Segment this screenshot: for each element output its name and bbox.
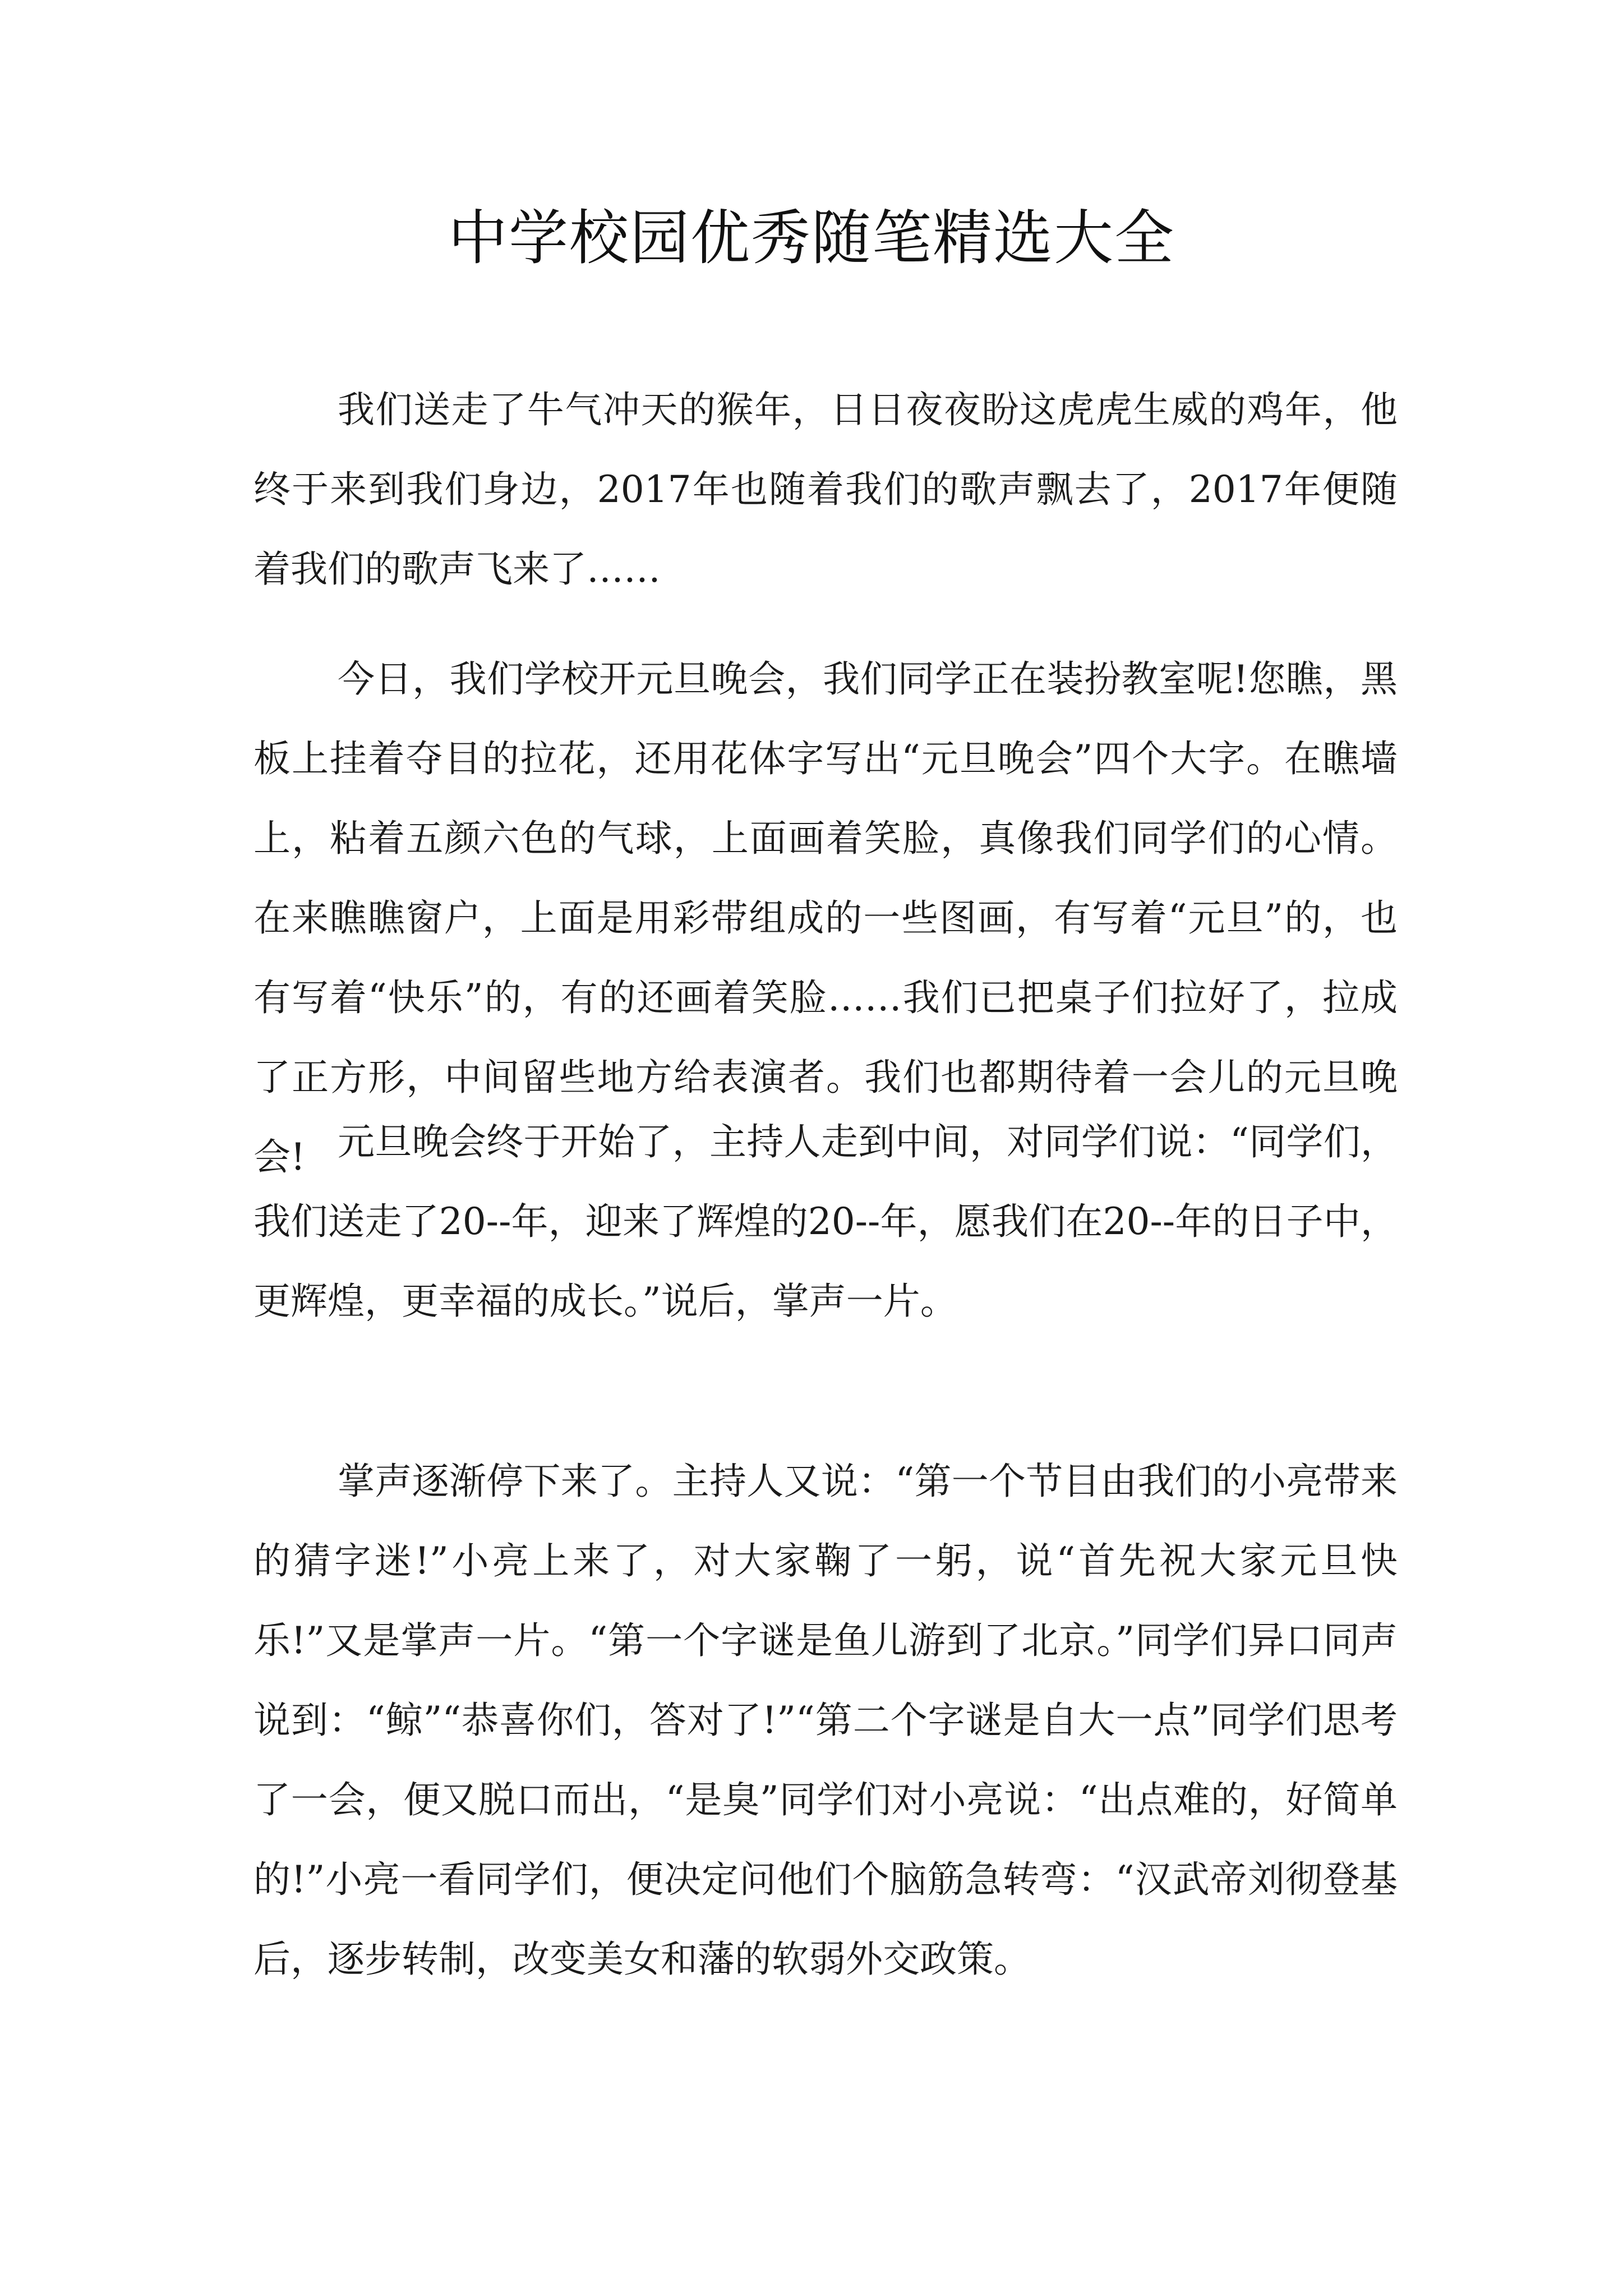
paragraph-text: 掌声逐渐停下来了。主持人又说：“第一个节目由我们的小亮带来的猜字迷!”小亮上来了，对大家鞠了一躬，说“首先祝大家元旦快乐!”又是掌声一片。“第一个字谜是鱼儿游到了北京。”同学们异口同声说到：“鲸”“恭喜你们，答对了!”“第二个字谜是自大一点”同学们思考了一会，便又脱口而出，“是臭”同学们对小亮说：“出点难的，好简单的!”小亮一看同学们，便决定问他们个脑筋急转弯：“汉武帝刘彻登基后，逐步转制，改变美女和藩的软弱外交政策。 xyxy=(253,1460,1398,1981)
paragraph-4 xyxy=(253,1442,1398,1999)
paragraph-text: 我们送走了牛气冲天的猴年，日日夜夜盼这虎虎生威的鸡年，他终于来到我们身边，2017年也随着我们的歌声飘去了，2017年便随着我们的歌声飞来了…… xyxy=(253,388,1398,591)
paragraph-1 xyxy=(253,370,1398,609)
document-title: 中学校园优秀随笔精选大全 xyxy=(448,204,1175,273)
paragraph-text: 元旦晚会终于开始了，主持人走到中间，对同学们说：“同学们，我们送走了20--年，迎来了辉煌的20--年，愿我们在20--年的日子中，更辉煌，更幸福的成长。”说后，掌声一片。 xyxy=(253,1120,1398,1323)
paragraph-text: 今日，我们学校开元旦晚会，我们同学正在装扮教室呢!您瞧，黑板上挂着夺目的拉花，还用花体字写出“元旦晚会”四个大字。在瞧墙上，粘着五颜六色的气球，上面画着笑脸，真像我们同学们的心情。在来瞧瞧窗户，上面是用彩带组成的一些图画，有写着“元旦”的，也有写着“快乐”的，有的还画着笑脸……我们已把桌子们拉好了，拉成了正方形，中间留些地方给表演者。我们也都期待着一会儿的元旦晚会! xyxy=(253,657,1398,1179)
paragraph-3 xyxy=(253,1102,1398,1341)
